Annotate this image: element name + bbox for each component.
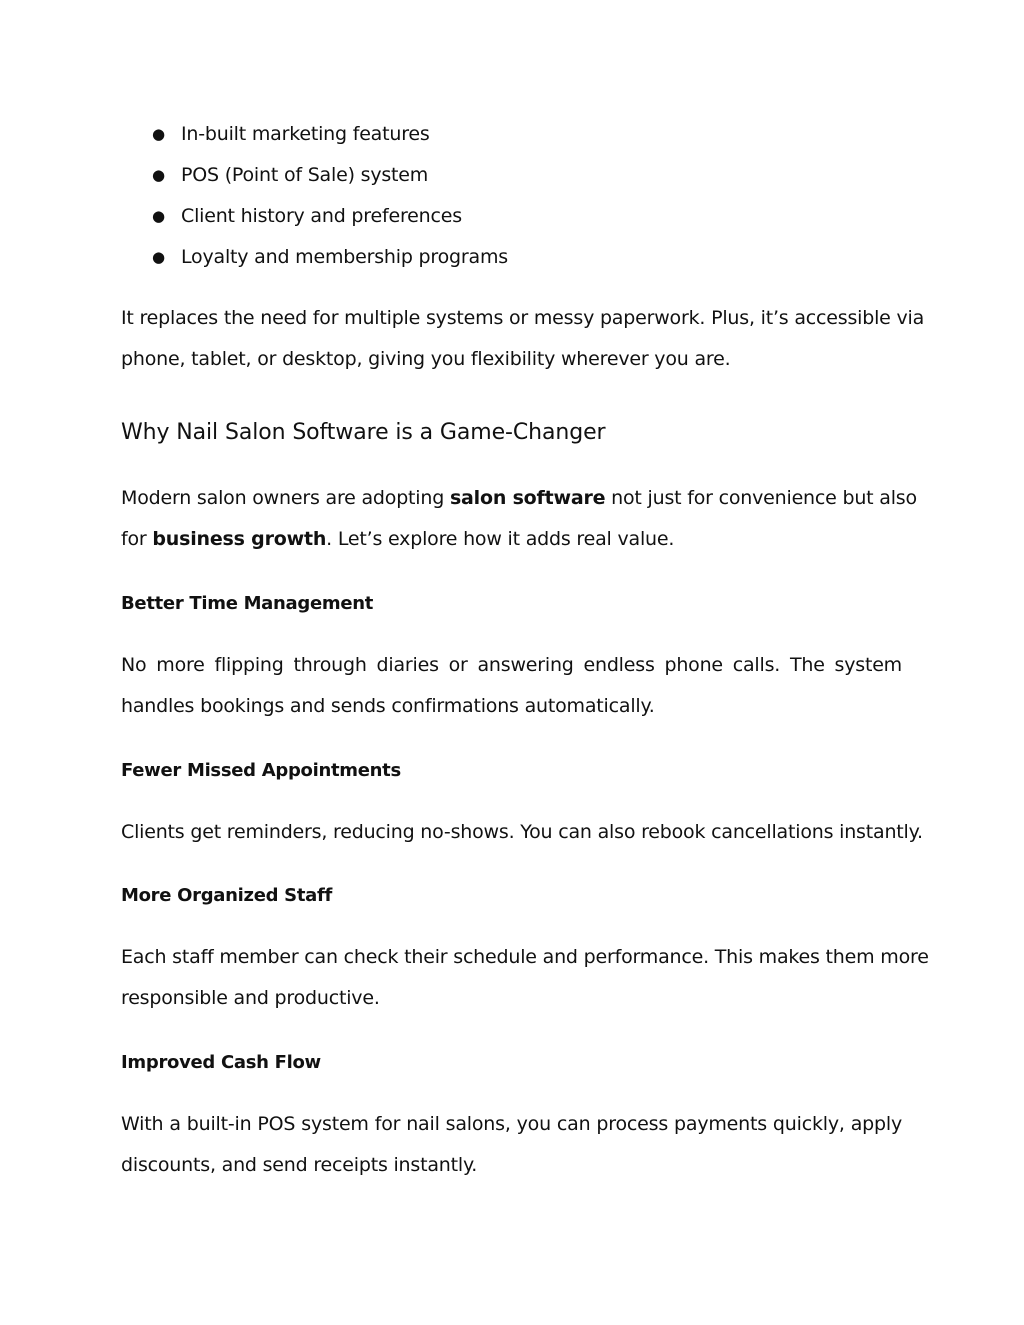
paragraph-line — [121, 527, 902, 551]
paragraph-line — [121, 486, 917, 510]
paragraph-line: handles bookings and sends confirmations automatically. — [121, 695, 655, 717]
bold-term-salon-software: salon software — [449, 487, 606, 509]
paragraph-line: responsible and productive. — [121, 987, 380, 1009]
paragraph-line: With a built-in POS system for nail salons, you can process payments quickly, apply — [121, 1113, 902, 1135]
bold-term-business-growth: business growth — [152, 528, 327, 550]
bullet-icon: ● — [152, 207, 166, 225]
bullet-item: Loyalty and membership programs — [181, 246, 508, 268]
text-run: not just for convenience but also — [605, 487, 917, 509]
text-run: . Let’s explore how it adds real value. — [326, 528, 675, 550]
subsection-heading-organized-staff: More Organized Staff — [121, 885, 333, 906]
subsection-heading-time-management: Better Time Management — [121, 593, 374, 614]
text-run: for — [121, 528, 153, 550]
section-heading: Why Nail Salon Software is a Game-Changer — [121, 420, 606, 445]
paragraph-line: discounts, and send receipts instantly. — [121, 1154, 478, 1176]
subsection-heading-missed-appointments: Fewer Missed Appointments — [121, 760, 401, 781]
paragraph-line: phone, tablet, or desktop, giving you flexibility wherever you are. — [121, 348, 731, 370]
bullet-item: Client history and preferences — [181, 205, 462, 227]
text-run: Modern salon owners are adopting — [121, 487, 450, 509]
paragraph-line: Clients get reminders, reducing no-shows. You can also rebook cancellations instantly. — [121, 821, 923, 843]
paragraph-line: It replaces the need for multiple systems or messy paperwork. Plus, it’s accessible via — [121, 307, 925, 329]
bullet-icon: ● — [152, 166, 166, 184]
bullet-item: In-built marketing features — [181, 123, 430, 145]
subsection-heading-cash-flow: Improved Cash Flow — [121, 1052, 321, 1073]
bullet-icon: ● — [152, 248, 166, 266]
paragraph-line: Each staff member can check their schedule and performance. This makes them more — [121, 946, 929, 968]
bullet-icon: ● — [152, 125, 166, 143]
bullet-item: POS (Point of Sale) system — [181, 164, 429, 186]
paragraph-line: No more flipping through diaries or answering endless phone calls. The system — [121, 654, 902, 676]
